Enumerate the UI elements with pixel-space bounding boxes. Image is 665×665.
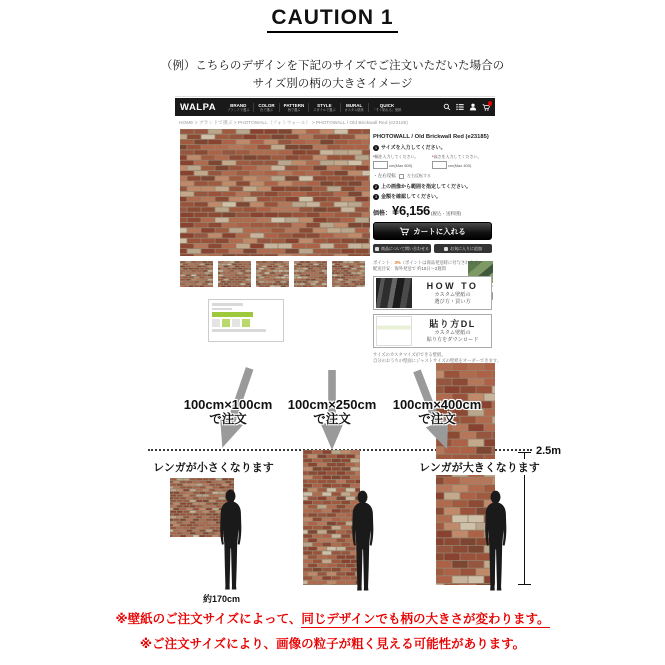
cart-badge [488, 101, 493, 106]
product-title: PHOTOWALL / Old Brickwall Red (e23185) [373, 134, 489, 140]
bricks-smaller-note: レンガが小さくなります [153, 462, 274, 474]
inquiry-button[interactable]: 商品について問い合わせる [373, 244, 431, 253]
point-value: 3% [394, 260, 401, 265]
height-input[interactable] [432, 161, 447, 169]
cart-icon [399, 227, 409, 236]
page-subtitle [0, 57, 665, 93]
measure-tick-top [518, 452, 531, 453]
order-size-label-3: 100cm×400cm で注文 [392, 397, 482, 426]
thumbnail-3[interactable] [256, 261, 289, 287]
nav-item-pattern[interactable]: PATTERN 柄で選ぶ [279, 103, 309, 112]
bricks-larger-note: レンガが大きくなります [416, 459, 543, 475]
webshop-screenshot [175, 96, 502, 366]
width-unit: cm(Max 600) [389, 162, 413, 168]
user-icon[interactable] [469, 103, 477, 111]
order-size-label-1: 100cm×100cm で注文 [183, 397, 273, 426]
warning-line-1: ※壁紙のご注文サイズによって、同じデザインでも柄の大きさが変わります。 [115, 612, 550, 626]
product-main-image[interactable] [180, 129, 370, 256]
height-unit: cm(Max 400) [448, 162, 472, 168]
wall-height-label: 2.5m [536, 445, 562, 457]
person-height-label: 約170cm [203, 594, 241, 604]
step-2: 2 上の画像から範囲を指定してください。 [374, 183, 472, 190]
thumbnail-4[interactable] [294, 261, 327, 287]
page-title: CAUTION 1 [0, 6, 665, 33]
product-panel [373, 134, 502, 364]
nav-item-color[interactable]: COLOR 色で選ぶ [253, 103, 278, 112]
howto-banner[interactable]: HOW TO カスタム壁紙の 選び方・買い方 [373, 276, 492, 310]
step-1: 1 サイズを入力してください。 [374, 144, 446, 151]
shop-note: サイズのカスタマイズができる壁紙。 自分のおうちの壁面にジャストサイズの壁紙をオーダーできます。 [373, 352, 502, 363]
warning-underlined: 同じデザインでも柄の大きさが変わります。 [301, 612, 550, 626]
width-input[interactable] [373, 161, 388, 169]
list-icon[interactable] [456, 103, 464, 111]
paste-guide-banner[interactable]: 貼り方DL カスタム壁紙の 貼り方をダウンロード [373, 314, 492, 348]
site-navbar [175, 98, 495, 116]
breadcrumb[interactable]: HOME > ブランドで選ぶ > PHOTOWALL（フォトウォール） > PHOTOWALL / Old Brickwall Red (e23185) [179, 121, 408, 126]
price-row: 価格： ¥6,156 (税込・送料別) [373, 203, 461, 218]
person-silhouette-left [212, 489, 249, 592]
spec-sheet-thumbnail[interactable] [208, 299, 284, 342]
flip-label: ・左右反転 [373, 173, 396, 178]
howto-banner-image [376, 278, 412, 308]
thumbnail-2[interactable] [218, 261, 251, 287]
paste-guide-image [376, 316, 412, 346]
nav-item-quick[interactable]: QUICK 「すぐ貼れる」壁紙 [368, 103, 406, 112]
nav-items [223, 100, 405, 114]
delivery-line: 配送目安：海外発送で 約10日〜2週間 [373, 266, 446, 271]
nav-item-mural[interactable]: MURAL カスタム壁紙 [340, 103, 368, 112]
product-thumbnails [180, 261, 365, 287]
width-label: *幅を入力してください。 [373, 154, 419, 159]
person-silhouette-middle [344, 490, 381, 593]
nav-item-brand[interactable]: BRAND ブランドで選ぶ [227, 102, 250, 112]
warning-line-2: ※ご注文サイズにより、画像の粒子が粗く見える可能性があります。 [139, 637, 526, 651]
nav-icons [443, 103, 490, 111]
height-label: *高さを入力してください。 [432, 154, 482, 159]
favorite-button[interactable]: お気に入りに追加 [434, 244, 492, 253]
mail-icon [375, 247, 379, 251]
flip-checkbox-label: 左右反転する [406, 173, 431, 178]
measure-tick-bottom [518, 584, 531, 585]
nav-item-style[interactable]: STYLE スタイルで選ぶ [308, 103, 339, 112]
thumbnail-5[interactable] [332, 261, 365, 287]
point-line: ポイント：3%（ポイントは商品発送時に付与されます） [373, 260, 483, 265]
step-3: 3 金額を確認してください。 [374, 193, 442, 200]
person-silhouette-right [477, 490, 514, 593]
add-to-cart-button[interactable]: カートに入れる [373, 222, 492, 240]
search-icon[interactable] [443, 103, 451, 111]
thumbnail-1[interactable] [180, 261, 213, 287]
price-value: ¥6,156 [392, 203, 430, 218]
order-size-label-2: 100cm×250cm で注文 [287, 397, 377, 426]
site-logo[interactable]: WALPA [180, 101, 217, 113]
star-icon [444, 247, 448, 251]
cart-icon[interactable] [482, 103, 490, 111]
subtitle-line-2: サイズ別の柄の大きさイメージ [252, 78, 413, 90]
flip-checkbox[interactable] [399, 174, 404, 179]
subtitle-line-1: （例）こちらのデザインを下記のサイズでご注文いただいた場合の [160, 60, 505, 72]
